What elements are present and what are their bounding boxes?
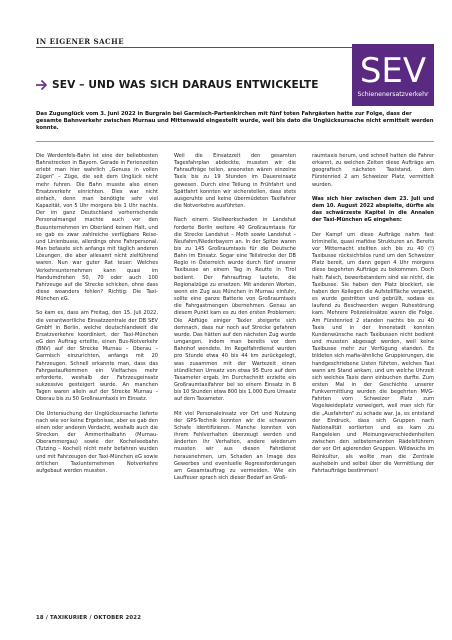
text-column-3 bbox=[312, 153, 434, 482]
paragraph: Die Werdenfels-Bahn ist eine der beliebtesten Bahnstrecken in Bayern. Gerade in Ferienzeiten erlebt man hier wahrlich „Genuss in vollen Zügen“ – Züge, die seit dem Unglück nicht mehr fuhren. Die Bahn musste also einen Ersatzverkehr einrichten. Dies war nicht einfach, denn man benötigte sehr viel Kapazität, von 5 Uhr morgens bis 1 Uhr nachts. Der im ganz Deutschland vorherrschende Personalmangel machte auch vor den Busunternehmen im Oberland keinen Halt, und so gab es zwar zahlreiche verfügbare Reise- und Linienbusse, allerdings ohne Fahrpersonal. Man befasste sich anfangs mit täglich anderen Lösungen, die aber allesamt nicht zielführend waren. Nun war guter Rat teuer: Welches Verkehrsunternehmen kann quasi im Handumdrehen 50, 70 oder auch 100 Fahrzeuge auf die Strecke schicken, ohne dass diese woanders fehlen? Richtig: Die Taxi-München eG. bbox=[36, 153, 158, 303]
headline-text: SEV – UND WAS SICH DARAUS ENTWICKELTE bbox=[52, 79, 319, 91]
paragraph: Mit viel Personaleinsatz vor Ort und Nutzung der GPS-Technik konnten wir die schwarzen Schafe identifizieren. Manche konnten von ihrem Fehlverhalten überzeugt werden und änderten ihr Verhalten, andere wiederum mussten wir aus diesen Fahrdienst herausnehmen, um Schaden an Image des Gewerbes und eventuelle Regressforderungen am Gesamtauftrag zu vermeiden. Wie ein Lauffeuer sprach sich dieser Bedarf an Groß- bbox=[174, 410, 296, 481]
article-lead: Das Zugunglück vom 3. Juni 2022 in Burgrain bei Garmisch-Partenkirchen mit fünf toten Fahrgästen hatte zur Folge, dass der gesamte Bahnverkehr zwischen Murnau und Mittenwald eingestellt wurde, weil bis dato die Unglücksursache nicht ermittelt werden konnte. bbox=[36, 111, 434, 132]
lead-divider bbox=[36, 141, 434, 142]
kicker-text: IN EIGENER SACHE bbox=[36, 37, 125, 46]
arrow-right-icon bbox=[36, 80, 48, 90]
text-column-1 bbox=[36, 153, 158, 482]
bold-paragraph: Was sich hier zwischen dem 23. Juli und dem 10. August 2022 abspielte, dürfte als das schwärzeste Kapitel in die Annalen der Taxi-München eG eingehen: bbox=[312, 195, 434, 224]
paragraph: Nach einem Stellwerkschaden in Landshut forderte Berlin weitere 40 Großraumtaxis für die Strecke Landshut – Moth sowie Landshut – Neufahrn/Niederbayern an. In der Spitze waren bis zu 145 Großraumtaxis für die Deutsche Bahn im Einsatz. Sogar eine Teilstrecke der DB Regio in Österreich wurde durch fünf unserer Taxibusse an einem Tag in Reutte in Tirol bedient. Der Fahrauftrag lautete, die Regionalzüge zu ersetzen. Mit anderen Worten, wenn ein Zug aus München in Murnau einfuhr, sollte eine ganze Batterie von Großraumtaxis die Fahrgastmengen übernehmen. Genau an diesem Punkt kam es zu den ersten Problemen: Die Abflüge einiger Taxler steigerte sich demnach, dass nur noch auf Strecke gefahren wurde. Das hätten auf den nächsten Zug wurde umgangen, indem man bereits vor dem Bahnhof wendete. Im Regelfahrdienst wurden pro Stunde etwa 40 bis 44 km zurückgelegt, was zusammen mit der Wartezeit einen stündlichen Umsatz von etwa 95 Euro auf dem Taxameter ergab. Im Durchschnitt erzielte ein Großraumtaxifahrer bei so einem Einsatz in 8 bis 10 Stunden etwa 800 bis 1.000 Euro Umsatz auf dem Taxameter. bbox=[174, 217, 296, 403]
sev-logo-subtitle: Schienenersatzverkehr bbox=[357, 91, 429, 98]
paragraph: Die Untersuchung der Unglücksursache lieferte nach wie vor keine Ergebnisse, aber es gab den einen oder anderen Verdacht, weshalb auch die Strecken der Ammerthalbahn (Murnau-Oberammergau) sowie der Kochelseebahn (Tutzing – Kochel) nicht mehr befahren wurden und mit Fahrzeugen der Taxi-München eG sowie örtlichen Taxiunternehmen Notverkehre aufgebaut werden mussten. bbox=[36, 410, 158, 474]
text-column-2 bbox=[174, 153, 296, 489]
paragraph: raumtaxis herum, und schnell hatten die Fahrer erkannt, zu welchen Zeiten diese Aufträge am geografisch nächsten Taxistand, dem Fürstenried 2 am Schweizer Platz, vermittelt wurden. bbox=[312, 153, 434, 188]
sev-logo-letters: SEV bbox=[359, 51, 427, 91]
page-footer: 18 / TAXIKURIER / OKTOBER 2022 bbox=[36, 615, 142, 621]
sev-logo bbox=[352, 44, 434, 106]
article-headline bbox=[36, 76, 356, 94]
paragraph: So kam es, dass am Freitag, den 15. Juli 2022, die verantwortliche Einsatzzentrale der DB SEV GmbH in Berlin, welche deutschlandweit die Ersatzverkehre koordiniert, der Taxi-München eG den Auftrag erteilte, einen Bus-Notverkehr (BNV) auf der Strecke Murnau – Oberau – Garmisch einzurichten, anfangs mit 20 Fahrzeugen. Schnell erkannte man, dass das Fahrgastaufkommen ein Vielfaches mehr erforderte, weshalb der Fahrzeugeinsatz sukzessive gesteigert wurde. An manchen Tagen waren allein auf der Strecke Murnau – Oberau bis zu 50 Großraumtaxis im Einsatz. bbox=[36, 310, 158, 403]
paragraph: Weil die Einsatzzeit den gesamten Tagesfahrplan abdeckte, mussten wir die Fahraufträge teilen, ansonsten wären einzelne Taxis bis zu 19 Stunden im Dauereinsatz gewesen. Durch eine Teilung in Frühfahrt und Spätfahrt konnten wir sicherstellen, dass stets ausgeruhte und keine übermüdeten Taxifahrer die Notverkehre ausführten. bbox=[174, 153, 296, 210]
sev-logo-graphic bbox=[352, 44, 434, 106]
paragraph: Der Kampf um diese Aufträge nahm fast kriminelle, quasi mafiöse Strukturen an. Bereits vor Mitternacht stellten sich bis zu 40 (!) Taxibusse rücksichtslos rund um den Schweizer Platz bereit, um dann gegen 4 Uhr morgens diese begehrten Aufträge zu bekommen. Doch halt: Falsch, bewerbstandern sind sie nicht, die Taxibusse. Sie haben den Platz blockiert, sie haben den Kollegen die Aufstellfläche verparkt, es wurde gestritten und gebrüllt, sodass es laufend zu Beschwerden wegen Ruhestörung kam. Mehrere Polizeieinsätze waren die Folge. Am Fürstenried 2 standen nachts bis zu 40 Taxis und in der Innenstadt konnten Kundenwünsche nach Taxibussen nicht bedient und mussten abgesagt werden, weil keine Taxibusse mehr zur Verfügung standen. Es bildeten sich mafia-ähnliche Gruppierungen, die handgeschriebene Listen führten, welches Taxi wann am Stand ankam, und um welche Uhrzeit sich welches Taxis dann einbuchen durfte. Zum ersten Mal in der Geschichte unserer Funkvermittlung wurden die begehrten MVG-Fahrten vom Schweizer Platz zum Vogelweideplatz verweigert, weil man sich für die „Ausfahrten“ zu schade war. Ja, es entstand der Eindruck, dass sich Gruppen nach Nationalität sortierten und es kam zu Rangeleien und Meinungsverschiedenheiten zwischen den selbsternannten Rädelsführern der vor Ort agierenden Gruppen. Wildwuchs im Reinkultur, als wollte man die Zentrale aushebeln und selbst über die Vermittlung der Fahrtaufträge bestimmen! bbox=[312, 231, 434, 474]
